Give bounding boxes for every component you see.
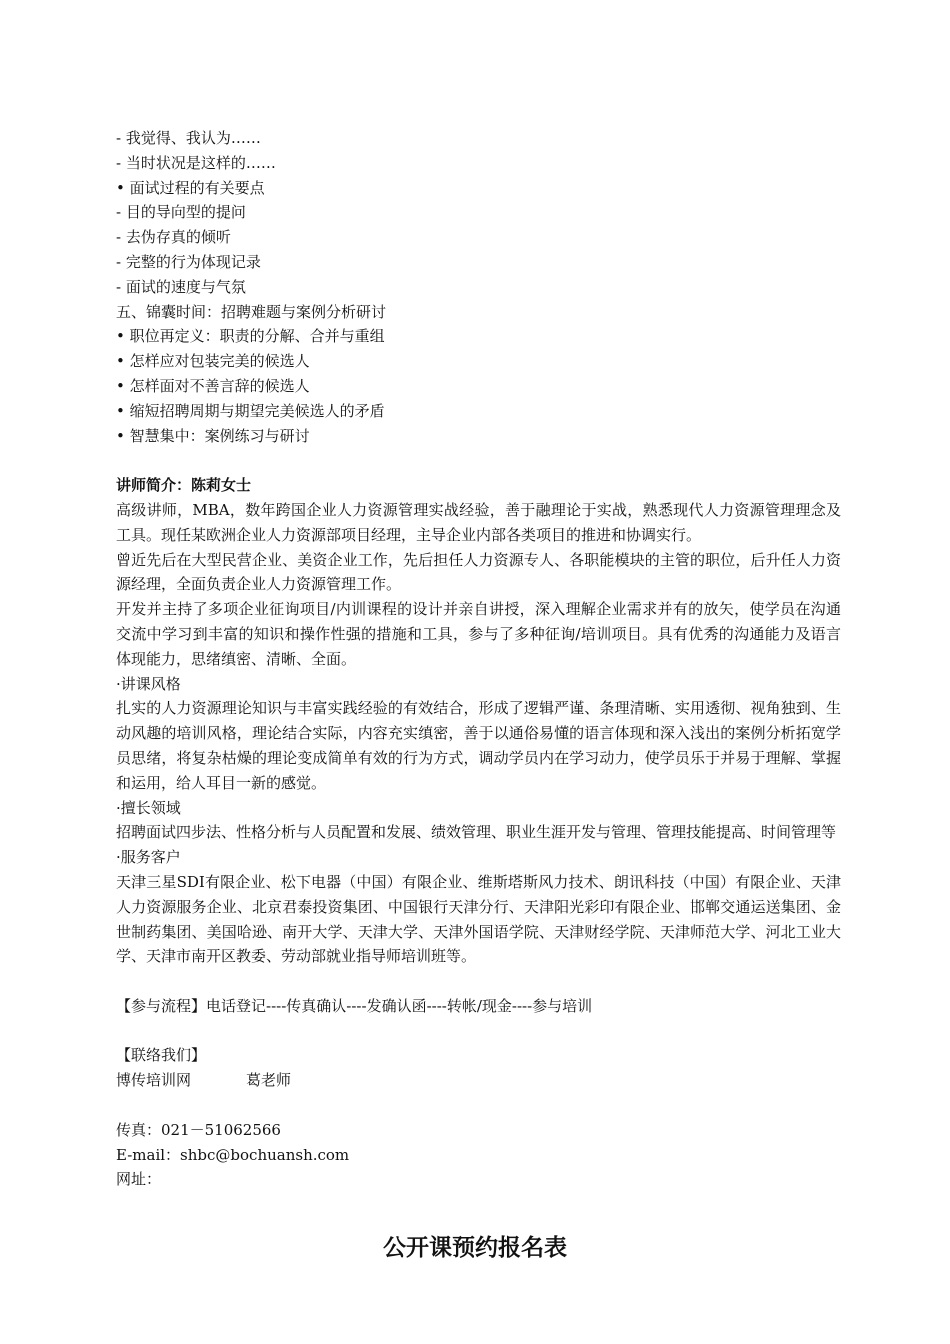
contact-website: 网址： [116,1170,162,1189]
contact-fax: 传真：021－51062566 [116,1120,281,1139]
expertise-heading: ·擅长领域 [116,798,181,817]
contact-org: 博传培训网 [116,1071,192,1090]
form-title: 公开课预约报名表 [383,1234,567,1261]
list-item: • 怎样应对包装完美的候选人 [116,352,310,371]
contact-org-line [116,1068,841,1093]
teaching-style-text: 扎实的人力资源理论知识与丰富实践经验的有效结合，形成了逻辑严谨、条理清晰、实用透彻、视角独到、生动风趣的培训风格，理论结合实际，内容充实缜密，善于以通俗易懂的语言体现和深入浅出的案例分析拓宽学员思绪，将复杂枯燥的理论变成简单有效的行为方式，调动学员内在学习动力，使学员乐于并易于理解、掌握和运用，给人耳目一新的感觉。 [116,699,841,792]
list-item: • 智慧集中：案例练习与研讨 [116,426,310,445]
process-line [116,994,841,1019]
spacer [116,1093,841,1118]
lecturer-section [116,473,841,969]
lecturer-bio-paragraph: 高级讲师，MBA，数年跨国企业人力资源管理实战经验，善于融理论于实战，熟悉现代人力资源管理理念及工具。现任某欧洲企业人力资源部项目经理，主导企业内部各类项目的推进和协调实行。 [116,500,841,544]
clients-heading: ·服务客户 [116,848,181,867]
contact-email[interactable]: E-mail：shbc@bochuansh.com [116,1145,350,1164]
list-item: - 目的导向型的提问 [116,203,246,222]
list-item: • 缩短招聘周期与期望完美候选人的矛盾 [116,401,385,420]
list-item: - 面试的速度与气氛 [116,277,246,296]
contact-person: 葛老师 [246,1071,292,1090]
list-item: - 当时状况是这样的…… [116,153,276,172]
spacer [116,969,841,994]
spacer [116,448,841,473]
lecturer-heading: 讲师简介：陈莉女士 [116,476,252,495]
list-item: - 完整的行为体现记录 [116,252,261,271]
process-text: 电话登记----传真确认----发确认函----转帐/现金----参与培训 [206,996,593,1015]
process-label: 【参与流程】 [116,996,207,1015]
spacer [116,1019,841,1044]
section-heading: 五、锦囊时间：招聘难题与案例分析研讨 [116,302,387,321]
list-item: • 职位再定义：职责的分解、合并与重组 [116,327,385,346]
section-five [116,300,841,449]
clients-text: 天津三星SDI有限企业、松下电器（中国）有限企业、维斯塔斯风力技术、朗讯科技（中国）有限企业、天津人力资源服务企业、北京君泰投资集团、中国银行天津分行、天津阳光彩印有限企业、邯郸交通运送集团、金世制药集团、美国哈逊、南开大学、天津大学、天津外国语学院、天津财经学院、天津师范大学、河北工业大学、天津市南开区教委、劳动部就业指导师培训班等。 [116,872,841,966]
list-item: - 去伪存真的倾听 [116,228,231,247]
lecturer-bio-paragraph: 曾近先后在大型民营企业、美资企业工作，先后担任人力资源专人、各职能模块的主管的职位，后升任人力资源经理，全面负责企业人力资源管理工作。 [116,550,841,594]
list-item: • 怎样面对不善言辞的候选人 [116,376,310,395]
teaching-style-heading: ·讲课风格 [116,674,181,693]
list-item: • 面试过程的有关要点 [116,178,265,197]
interview-points-list [116,126,841,300]
contact-heading: 【联络我们】 [116,1046,207,1065]
lecturer-bio-paragraph: 开发并主持了多项企业征询项目/内训课程的设计并亲自讲授，深入理解企业需求并有的放矢，使学员在沟通交流中学习到丰富的知识和操作性强的措施和工具，参与了多种征询/培训项目。具有优秀的沟通能力及语言体现能力，思绪缜密、清晰、全面。 [116,600,841,668]
contact-section [116,1043,841,1192]
list-item: - 我觉得、我认为…… [116,129,261,147]
expertise-text: 招聘面试四步法、性格分析与人员配置和发展、绩效管理、职业生涯开发与管理、管理技能提高、时间管理等 [116,823,837,842]
document-body [116,126,841,1192]
